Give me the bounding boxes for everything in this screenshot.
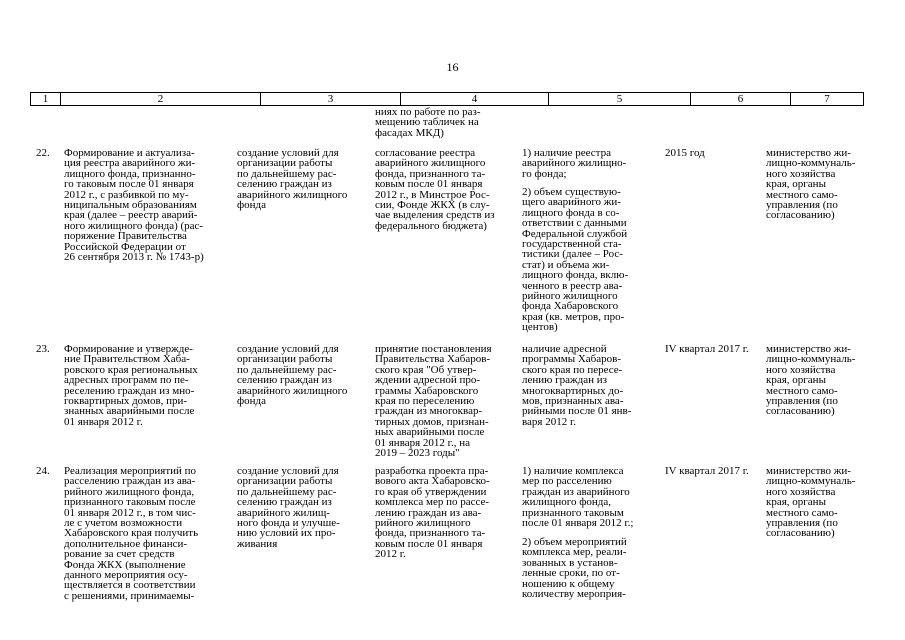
header-col-6: 6	[690, 93, 790, 106]
row-23-col7: министерство жи- лищно-коммуналь- ного хозяйства края, органы местного само- управления (по согласованию)	[766, 343, 856, 418]
row-23-col3: создание условий для организации работы по дальнейшему рас- селению граждан из аварийного жилищного фонда	[237, 343, 348, 408]
row-22-number: 22.	[36, 147, 50, 159]
row-22-col7: министерство жи- лищно-коммуналь- ного хозяйства края, органы местного само- управления (по согласованию)	[766, 147, 856, 222]
row-24-col3: создание условий для организации работы по дальнейшему рас- селению граждан из аварийного жилищ- ного фонда и улучше- нию условий их про- живания	[237, 465, 340, 550]
row-22-col4: согласование реестра аварийного жилищного фонда, признанного та- ковым после 01 января 2012 г., в Минстрое Рос- сии, Фонде ЖКХ (в слу- чае выделения средств из федерального бюджета)	[375, 147, 495, 232]
row-23-col5a: наличие адресной программы Хабаров- ского края по пересе- лению граждан из многоквартирных до- мов, признанных ава- рийными после 01 янв- варя 2012 г.	[522, 343, 632, 428]
row-24-col4: разработка проекта пра- вового акта Хабаровско- го края об утверждении комплекса мер по рассе- лению граждан из ава- рийного жилищного фонда, признанного та- ковым после 01 января 2012 г.	[375, 465, 490, 561]
header-col-5: 5	[548, 93, 690, 106]
row-22-col6: 2015 год	[665, 147, 705, 159]
row-24-col5a: 1) наличие комплекса мер по расселению граждан из аварийного жилищного фонда, признанного таковым после 01 января 2012 г.;	[522, 465, 634, 530]
row-22-col5a: 1) наличие реестра аварийного жилищно- го фонда;	[522, 147, 627, 180]
row-22-col2: Формирование и актуализа- ция реестра аварийного жи- лищного фонда, признанно- го таковым после 01 января 2012 г., с разбивкой по му- ниципальным образованиям края (далее – реестр аварий- ного жилищного фонда) (рас- поряжение Правительства Российской Федерации от 26 сентября 2013 г. № 1743-р)	[64, 147, 204, 264]
table-header-row	[30, 92, 864, 106]
row-24-col5b: 2) объем мероприятий комплекса мер, реали- зованных в установ- ленные сроки, по от- ношению к общему количеству мероприя-	[522, 536, 627, 601]
header-col-2: 2	[60, 93, 260, 106]
row-23-number: 23.	[36, 343, 50, 355]
row-24-number: 24.	[36, 465, 50, 477]
row-24-col6: IV квартал 2017 г.	[665, 465, 749, 477]
header-col-1: 1	[30, 93, 60, 106]
row-22-col3: создание условий для организации работы по дальнейшему рас- селению граждан из аварийного жилищного фонда	[237, 147, 348, 212]
row-24-col2: Реализация мероприятий по расселению граждан из ава- рийного жилищного фонда, признанного таковым после 01 января 2012 г., в том чис- ле с учетом возможности Хабаровского края получить дополнительное финанси- рование за счет средств Фонда ЖКХ (выполнение данного мероприятия осу- ществляется в соответствии с решениями, принимаемы-	[64, 465, 199, 602]
header-col-4: 4	[400, 93, 548, 106]
continuation-col4: ниях по работе по раз- мещению табличек на фасадах МКД)	[375, 106, 481, 139]
header-col-7: 7	[790, 93, 864, 106]
row-23-col6: IV квартал 2017 г.	[665, 343, 749, 355]
row-22-col5b: 2) объем существую- щего аварийного жи- лищного фонда в со- ответствии с данными Федеральной службой государственной ста- тистики (далее – Рос- стат) и объема жи- лищного фонда, вклю- ченного в реестр ава- рийного жилищного фонда Хабаровского края (кв. метров, про- центов)	[522, 186, 629, 334]
row-23-col2: Формирование и утвержде- ние Правительством Хаба- ровского края региональных адресных программ по пе- реселению граждан из мно- гоквартирных домов, при- знанных аварийными после 01 января 2012 г.	[64, 343, 198, 428]
header-col-3: 3	[260, 93, 400, 106]
row-24-col7: министерство жи- лищно-коммуналь- ного хозяйства края, органы местного само- управления (по согласованию)	[766, 465, 856, 540]
page-number: 16	[446, 60, 459, 74]
row-23-col4: принятие постановления Правительства Хабаров- ского края "Об утвер- ждении адресной про- граммы Хабаровского края по переселению граждан из многоквар- тирных домов, признан- ных аварийными после 01 января 2012 г., на 2019 – 2023 годы"	[375, 343, 492, 460]
